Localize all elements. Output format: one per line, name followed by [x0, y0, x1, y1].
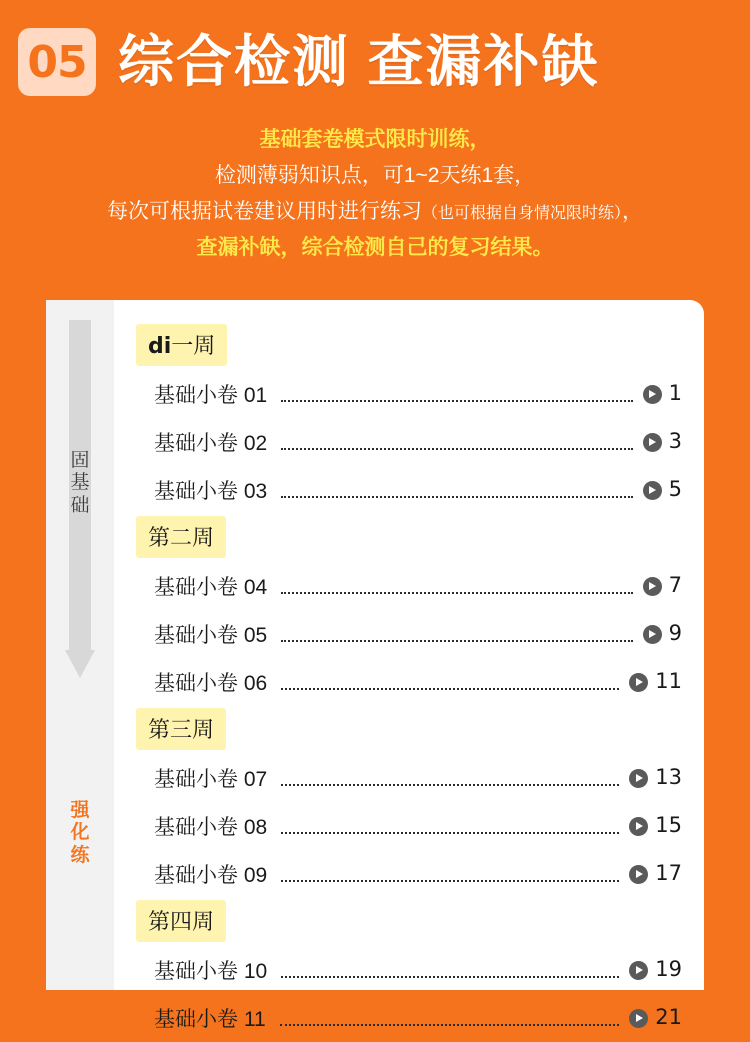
toc-row-page — [643, 381, 682, 405]
progress-sidebar — [46, 300, 114, 990]
toc-dot-leader — [281, 832, 619, 834]
toc-row-page — [643, 621, 682, 645]
toc-card — [46, 300, 704, 1031]
intro-line-3 — [26, 194, 724, 230]
toc-row-label: 基础小卷 03 — [154, 480, 268, 503]
week-tag-text: 一周 — [171, 333, 216, 358]
toc-row-page — [643, 477, 682, 501]
page-number: 15 — [655, 812, 682, 837]
toc-row[interactable] — [136, 994, 682, 1042]
page-number: 3 — [668, 428, 682, 453]
week-tag-text: 第三周 — [148, 717, 215, 742]
toc-row-label: 基础小卷 11 — [154, 1008, 266, 1031]
page-header — [0, 0, 750, 96]
play-circle-icon — [629, 817, 648, 836]
toc-row-page — [629, 669, 682, 693]
play-circle-icon — [629, 769, 648, 788]
toc-row[interactable] — [136, 658, 682, 706]
toc-dot-leader — [281, 976, 619, 978]
play-circle-icon — [629, 865, 648, 884]
play-circle-icon — [629, 1009, 648, 1028]
week-tag — [136, 708, 226, 750]
intro-line-1: 基础套卷模式限时训练， — [259, 128, 491, 151]
intro-line-3-main: 每次可根据试卷建议用时进行练习 — [106, 200, 422, 224]
toc-row-page — [643, 573, 682, 597]
toc-group — [136, 708, 682, 898]
intro-line-4: 查漏补缺，综合检测自己的复习结果。 — [196, 236, 554, 260]
week-tag-latin: di — [148, 334, 172, 359]
intro-line-2: 检测薄弱知识点，可1~2天练1套， — [214, 164, 536, 188]
toc-group — [136, 324, 682, 514]
play-circle-icon — [643, 385, 662, 404]
toc-dot-leader — [281, 496, 632, 498]
toc-content — [114, 300, 704, 1031]
toc-row-page — [629, 957, 682, 981]
toc-row-label: 基础小卷 01 — [154, 384, 268, 407]
toc-row-label: 基础小卷 07 — [154, 768, 268, 791]
page-number: 21 — [655, 1004, 682, 1029]
week-tag-text: 第二周 — [148, 525, 215, 550]
toc-row-label: 基础小卷 10 — [154, 960, 268, 983]
toc-row[interactable] — [136, 754, 682, 802]
page-number: 19 — [655, 956, 682, 981]
toc-row-label: 基础小卷 09 — [154, 864, 268, 887]
page-title: 综合检测 查漏补缺 — [118, 30, 600, 93]
page-number: 7 — [668, 572, 682, 597]
week-tag — [136, 516, 226, 558]
play-circle-icon — [629, 673, 648, 692]
toc-row[interactable] — [136, 466, 682, 514]
week-tag — [136, 900, 226, 942]
play-circle-icon — [643, 625, 662, 644]
page-number: 9 — [668, 620, 682, 645]
sidebar-label-top: 固基础 — [70, 450, 90, 516]
toc-dot-leader — [281, 688, 619, 690]
toc-dot-leader — [281, 640, 632, 642]
toc-row-label: 基础小卷 02 — [154, 432, 268, 455]
intro-line-3-note: （也可根据自身情况限时练） — [421, 205, 622, 223]
toc-row[interactable] — [136, 946, 682, 994]
intro-paragraph — [0, 122, 750, 266]
toc-row-page — [629, 765, 682, 789]
play-circle-icon — [643, 577, 662, 596]
play-circle-icon — [629, 961, 648, 980]
toc-row[interactable] — [136, 850, 682, 898]
toc-row[interactable] — [136, 418, 682, 466]
intro-line-3-comma: ， — [622, 200, 643, 224]
toc-dot-leader — [281, 400, 632, 402]
toc-row-label: 基础小卷 05 — [154, 624, 268, 647]
toc-row-label: 基础小卷 08 — [154, 816, 268, 839]
page-number: 17 — [655, 860, 682, 885]
page-number: 1 — [668, 380, 682, 405]
week-tag-text: 第四周 — [148, 909, 215, 934]
toc-dot-leader — [281, 880, 619, 882]
toc-dot-leader — [280, 1024, 620, 1026]
play-circle-icon — [643, 481, 662, 500]
page-number: 13 — [655, 764, 682, 789]
week-tag — [136, 324, 227, 366]
toc-row[interactable] — [136, 610, 682, 658]
toc-row-page — [629, 813, 682, 837]
toc-row-label: 基础小卷 06 — [154, 672, 268, 695]
toc-row-page — [643, 429, 682, 453]
toc-group — [136, 516, 682, 706]
toc-dot-leader — [281, 592, 632, 594]
toc-row[interactable] — [136, 802, 682, 850]
page-number: 11 — [655, 668, 682, 693]
toc-group — [136, 900, 682, 1042]
toc-row[interactable] — [136, 562, 682, 610]
toc-row-label: 基础小卷 04 — [154, 576, 268, 599]
toc-row[interactable] — [136, 370, 682, 418]
toc-dot-leader — [281, 448, 632, 450]
play-circle-icon — [643, 433, 662, 452]
page-number: 5 — [668, 476, 682, 501]
sidebar-label-bottom: 强化练 — [70, 800, 90, 866]
toc-dot-leader — [281, 784, 619, 786]
toc-row-page — [629, 1005, 682, 1029]
toc-row-page — [629, 861, 682, 885]
section-number-badge: 05 — [18, 28, 96, 96]
